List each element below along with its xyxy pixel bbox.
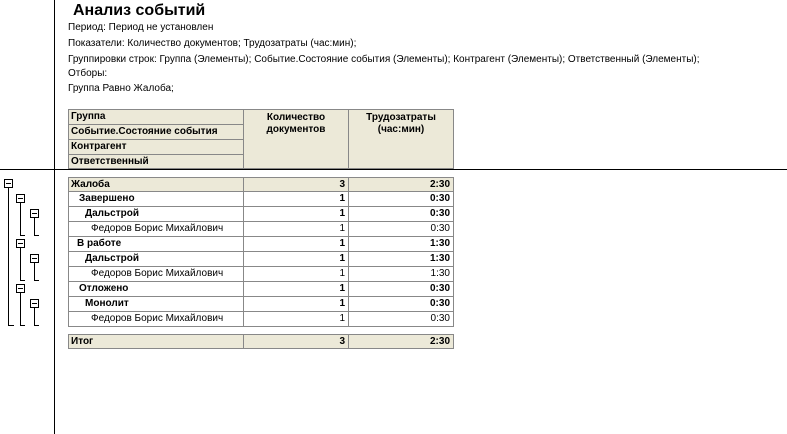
collapse-icon[interactable] [16,284,25,293]
header-group: Группа [68,109,244,124]
header-doc-count: Количество документов [244,109,349,169]
row-counterparty-labor: 0:30 [349,207,454,222]
total-labor: 2:30 [349,334,454,349]
tree-line [20,235,25,236]
row-state-qty: 1 [244,192,349,207]
collapse-icon[interactable] [30,254,39,263]
collapse-icon[interactable] [16,194,25,203]
row-counterparty-label: Дальстрой [68,207,244,222]
tree-line [20,325,25,326]
report-title: Анализ событий [73,2,206,19]
row-counterparty-labor: 0:30 [349,297,454,312]
tree-line [34,280,39,281]
row-responsible-label: Федоров Борис Михайлович [68,222,244,237]
report-filters-label: Отборы: [68,68,108,79]
row-state-label: В работе [68,237,244,252]
row-responsible-qty: 1 [244,267,349,282]
row-responsible-labor: 0:30 [349,312,454,327]
row-group-label: Жалоба [68,177,244,192]
tree-line [20,280,25,281]
row-state-labor: 0:30 [349,192,454,207]
row-responsible-labor: 0:30 [349,222,454,237]
row-state-qty: 1 [244,237,349,252]
tree-line [20,293,21,325]
tree-line [34,325,39,326]
header-counterparty: Контрагент [68,139,244,154]
row-responsible-qty: 1 [244,312,349,327]
tree-line [20,248,21,280]
row-state-labor: 1:30 [349,237,454,252]
report-filter-value: Группа Равно Жалоба; [68,83,174,94]
total-label: Итог [68,334,244,349]
report-groupings: Группировки строк: Группа (Элементы); Событие.Состояние события (Элементы); Контрагент (Элементы); Ответственный (Элементы); [68,54,700,65]
header-separator [0,169,787,170]
row-counterparty-label: Дальстрой [68,252,244,267]
row-responsible-label: Федоров Борис Михайлович [68,267,244,282]
tree-line [8,325,14,326]
collapse-icon[interactable] [16,239,25,248]
tree-line [34,218,35,235]
row-counterparty-qty: 1 [244,207,349,222]
row-group-labor: 2:30 [349,177,454,192]
row-state-qty: 1 [244,282,349,297]
gutter-separator [54,0,55,434]
row-counterparty-label: Монолит [68,297,244,312]
header-labor: Трудозатраты (час:мин) [349,109,454,169]
collapse-icon[interactable] [30,209,39,218]
collapse-icon[interactable] [30,299,39,308]
row-responsible-qty: 1 [244,222,349,237]
tree-line [20,203,21,235]
tree-line [34,263,35,280]
row-counterparty-labor: 1:30 [349,252,454,267]
report-period: Период: Период не установлен [68,22,214,33]
row-responsible-labor: 1:30 [349,267,454,282]
tree-line [8,188,9,325]
header-event-state: Событие.Состояние события [68,124,244,139]
report-indicators: Показатели: Количество документов; Трудозатраты (час:мин); [68,38,357,49]
row-state-label: Завершено [68,192,244,207]
row-counterparty-qty: 1 [244,252,349,267]
tree-line [34,235,39,236]
row-counterparty-qty: 1 [244,297,349,312]
header-responsible: Ответственный [68,154,244,169]
total-qty: 3 [244,334,349,349]
row-group-qty: 3 [244,177,349,192]
tree-line [34,308,35,325]
row-state-label: Отложено [68,282,244,297]
row-state-labor: 0:30 [349,282,454,297]
row-responsible-label: Федоров Борис Михайлович [68,312,244,327]
collapse-icon[interactable] [4,179,13,188]
